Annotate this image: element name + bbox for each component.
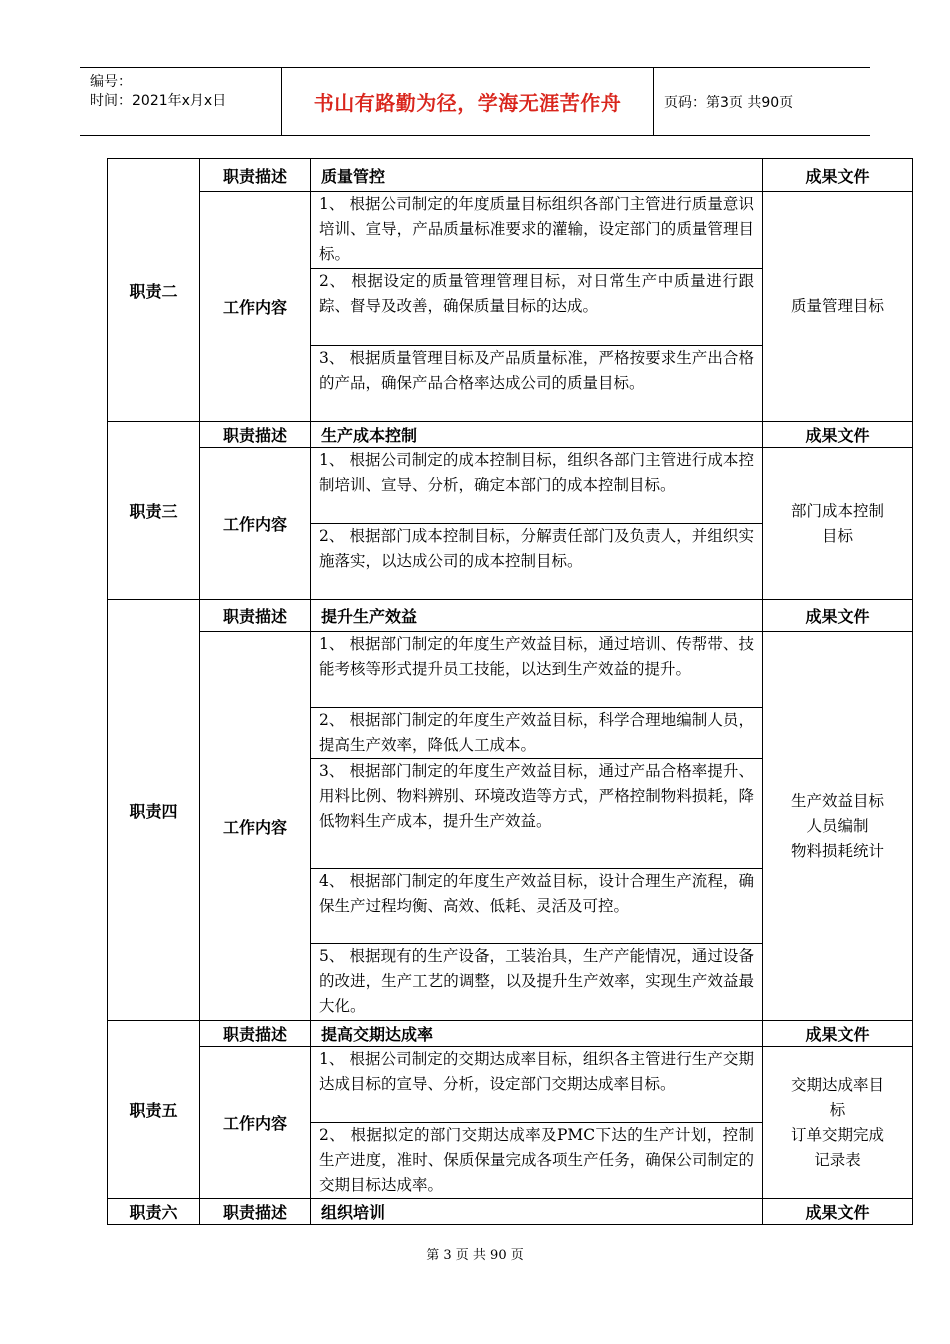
result-label: 成果文件 <box>763 159 913 192</box>
result-files <box>763 632 913 1021</box>
duty-title: 提升生产效益 <box>311 600 763 632</box>
duty-title: 生产成本控制 <box>311 422 763 448</box>
header-page-info: 页码：第3页 共90页 <box>664 94 794 111</box>
result-file: 记录表 <box>814 1150 861 1169</box>
result-files <box>763 448 913 600</box>
content-label: 工作内容 <box>200 192 311 422</box>
content-label: 工作内容 <box>200 1047 311 1199</box>
work-item: 1、 根据公司制定的年度质量目标组织各部门主管进行质量意识培训、宣导，产品质量标准要求的灌输，设定部门的质量管理目标。 <box>311 192 763 269</box>
work-item: 1、 根据公司制定的交期达成率目标，组织各主管进行生产交期达成目标的宣导、分析，设定部门交期达成率目标。 <box>311 1047 763 1123</box>
result-file: 订单交期完成 <box>790 1125 884 1144</box>
duty-name: 职责二 <box>108 159 200 422</box>
duty-name: 职责五 <box>108 1021 200 1199</box>
work-item: 4、 根据部门制定的年度生产效益目标，设计合理生产流程，确保生产过程均衡、高效、低耗、灵活及可控。 <box>311 869 763 944</box>
work-item: 2、 根据设定的质量管理管理目标，对日常生产中质量进行跟踪、督导及改善，确保质量目标的达成。 <box>311 269 763 346</box>
page-footer: 第 3 页 共 90 页 <box>426 1248 524 1263</box>
duty-2-item-row <box>108 192 913 269</box>
header-meta <box>80 68 282 135</box>
content-label: 工作内容 <box>200 448 311 600</box>
result-files <box>763 1047 913 1199</box>
duty-4-desc-row <box>108 600 913 632</box>
result-file: 人员编制 <box>806 816 869 835</box>
duty-3-item-row <box>108 448 913 524</box>
result-file: 目标 <box>821 526 853 545</box>
result-label: 成果文件 <box>763 600 913 632</box>
duty-5-item-row <box>108 1047 913 1123</box>
work-item: 2、 根据部门成本控制目标，分解责任部门及负责人，并组织实施落实，以达成公司的成本控制目标。 <box>311 524 763 600</box>
result-label: 成果文件 <box>763 422 913 448</box>
desc-label: 职责描述 <box>200 1199 311 1225</box>
result-file: 标 <box>829 1100 846 1119</box>
work-item: 3、 根据质量管理目标及产品质量标准，严格按要求生产出合格的产品，确保产品合格率达成公司的质量目标。 <box>311 346 763 422</box>
page-header <box>80 67 870 136</box>
duty-title: 组织培训 <box>311 1199 763 1225</box>
code-label: 编号： <box>90 74 132 90</box>
duty-5-desc-row <box>108 1021 913 1047</box>
duty-2-desc-row <box>108 159 913 192</box>
duty-title: 质量管控 <box>311 159 763 192</box>
result-label: 成果文件 <box>763 1199 913 1225</box>
work-item: 1、 根据部门制定的年度生产效益目标，通过培训、传帮带、技能考核等形式提升员工技能，以达到生产效益的提升。 <box>311 632 763 708</box>
duty-6-desc-row <box>108 1199 913 1225</box>
duty-name: 职责六 <box>108 1199 200 1225</box>
work-item: 2、 根据拟定的部门交期达成率及PMC下达的生产计划，控制生产进度，准时、保质保量完成各项生产任务，确保公司制定的交期目标达成率。 <box>311 1123 763 1199</box>
work-item: 3、 根据部门制定的年度生产效益目标，通过产品合格率提升、用料比例、物料辨别、环境改造等方式，严格控制物料损耗，降低物料生产成本，提升生产效益。 <box>311 759 763 869</box>
duty-name: 职责四 <box>108 600 200 1021</box>
result-files <box>763 192 913 422</box>
result-file: 交期达成率目 <box>790 1075 884 1094</box>
duty-title: 提高交期达成率 <box>311 1021 763 1047</box>
result-file: 质量管理目标 <box>790 297 884 315</box>
result-label: 成果文件 <box>763 1021 913 1047</box>
duty-name: 职责三 <box>108 422 200 600</box>
duty-3-desc-row <box>108 422 913 448</box>
work-item: 2、 根据部门制定的年度生产效益目标，科学合理地编制人员，提高生产效率，降低人工成本。 <box>311 708 763 759</box>
desc-label: 职责描述 <box>200 422 311 448</box>
duty-4-item-row <box>108 632 913 708</box>
work-item: 1、 根据公司制定的成本控制目标，组织各部门主管进行成本控制培训、宣导、分析，确定本部门的成本控制目标。 <box>311 448 763 524</box>
result-file: 物料损耗统计 <box>790 841 884 860</box>
header-motto: 书山有路勤为径，学海无涯苦作舟 <box>282 68 654 135</box>
desc-label: 职责描述 <box>200 600 311 632</box>
result-file: 生产效益目标 <box>790 791 884 810</box>
result-file: 部门成本控制 <box>790 501 884 520</box>
content-label: 工作内容 <box>200 632 311 1021</box>
desc-label: 职责描述 <box>200 159 311 192</box>
work-item: 5、 根据现有的生产设备，工装治具，生产产能情况，通过设备的改进，生产工艺的调整，以及提升生产效率，实现生产效益最大化。 <box>311 944 763 1021</box>
desc-label: 职责描述 <box>200 1021 311 1047</box>
time-label: 时间：2021年x月x日 <box>90 93 227 109</box>
duties-table <box>107 158 913 1225</box>
